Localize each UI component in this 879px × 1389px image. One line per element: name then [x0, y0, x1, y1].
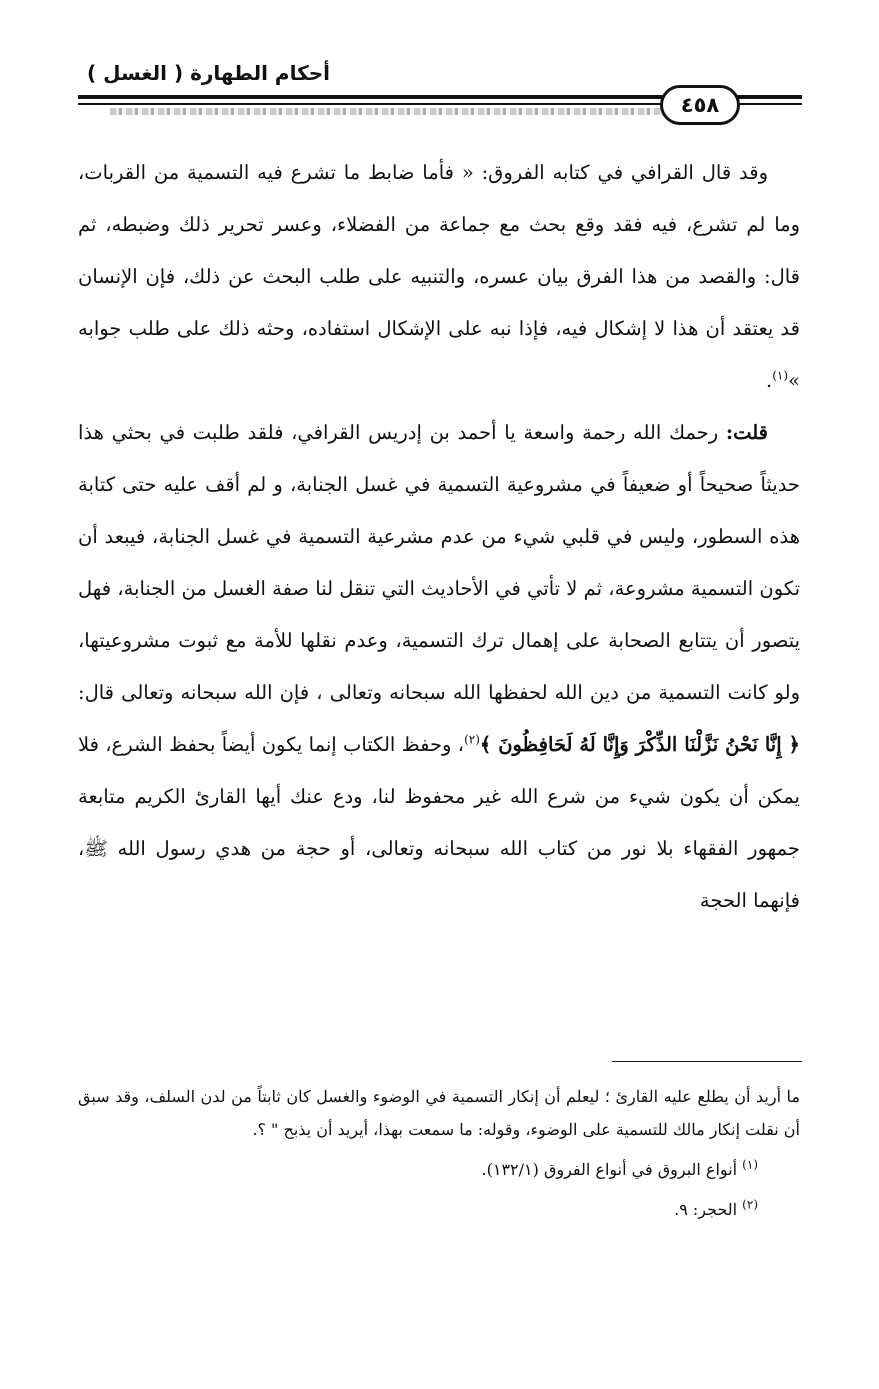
header-rule-ornament [110, 108, 730, 115]
footnote-2-number: (٢) [742, 1197, 758, 1212]
footnote-1-number: (١) [742, 1157, 758, 1172]
footnote-2 [78, 1190, 800, 1230]
page-number-badge [660, 85, 740, 125]
quote-text: وقد قال القرافي في كتابه الفروق: « فأما ضابط ما تشرع فيه التسمية من القربات، وما لم تشرع، فيه فقد وقع بحث مع جماعة من الفضلاء، وعسر تحرير ذلك وضبطه، ثم قال: والقصد من هذا الفرق بيان عسره، والتنبيه على طلب البحث عن ذلك، فإن الإنسان قد يعتقد أن هذا لا إشكال فيه، فإذا نبه على الإشكال استفاده، وحثه ذلك على طلب جوابه » [78, 161, 800, 392]
footnote-2-text: الحجر: ٩. [674, 1200, 738, 1219]
page-number: ٤٥٨ [680, 93, 720, 117]
comment-text: رحمك الله رحمة واسعة يا أحمد بن إدريس القرافي، فلقد طلبت في بحثي هذا حديثاً صحيحاً أو ضعيفاً في مشروعية التسمية في غسل الجنابة، و لم أقف عليه حتى كتابة هذه السطور، وليس في قلبي شيء من عدم مشرعية التسمية في غسل الجنابة، فيبعد أن تكون التسمية مشروعة، ثم لا تأتي في الأحاديث التي تنقل لنا صفة الغسل من الجنابة، فهل يتصور أن يتتابع الصحابة على إهمال ترك التسمية، وعدم نقلها للأمة مع ثبوت مشروعيتها، ولو كانت التسمية من دين الله لحفظها الله سبحانه وتعالى ، فإن الله سبحانه وتعالى قال: [78, 421, 800, 704]
main-text [78, 147, 800, 927]
quran-verse: ﴿ إِنَّا نَحْنُ نَزَّلْنَا الذِّكْرَ وَإِنَّا لَهُ لَحَافِظُونَ ﴾ [479, 733, 800, 756]
qultu-lead: قلت: [725, 421, 768, 444]
footnote-ref-1[interactable]: (١) [772, 368, 789, 383]
paragraph-qarafi-quote: وقد قال القرافي في كتابه الفروق: « فأما ضابط ما تشرع فيه التسمية من القربات، وما لم تشرع، فيه فقد وقع بحث مع جماعة من الفضلاء، وعسر تحرير ذلك وضبطه، ثم قال: والقصد من هذا الفرق بيان عسره، والتنبيه على طلب البحث عن ذلك، فإن الإنسان قد يعتقد أن هذا لا إشكال فيه، فإذا نبه على الإشكال استفاده، وحثه ذلك على طلب جوابه »$^{(١)}$. [78, 161, 800, 392]
footnotes-section [78, 1080, 800, 1230]
comment-text-continued: ، وحفظ الكتاب إنما يكون أيضاً بحفظ الشرع، فلا يمكن أن يكون شيء من شرع الله غير محفوظ لنا، ودع عنك أيها القارئ الكريم متابعة جمهور الفقهاء بلا نور من كتاب الله سبحانه وتعالى، أو حجة من هدي رسول الله ﷺ، فإنهما الحجة [78, 733, 800, 912]
footnote-ref-2[interactable]: (٢) [464, 732, 480, 747]
paragraph-author-comment [78, 407, 800, 927]
footnote-continuation: ما أريد أن يطلع عليه القارئ ؛ ليعلم أن إنكار التسمية في الوضوء والغسل كان ثابتاً من لدن السلف، وقد سبق أن نقلت إنكار مالك للتسمية على الوضوء، وقوله: ما سمعت بهذا، أيريد أن يذبح " ؟. [78, 1087, 800, 1139]
footnote-1-text: أنواع البروق في أنواع الفروق (١٣٢/١). [481, 1160, 738, 1179]
footnote-1 [78, 1150, 800, 1190]
running-header-title: أحكام الطهارة ( الغسل ) [87, 61, 330, 85]
footnote-separator [612, 1061, 802, 1062]
